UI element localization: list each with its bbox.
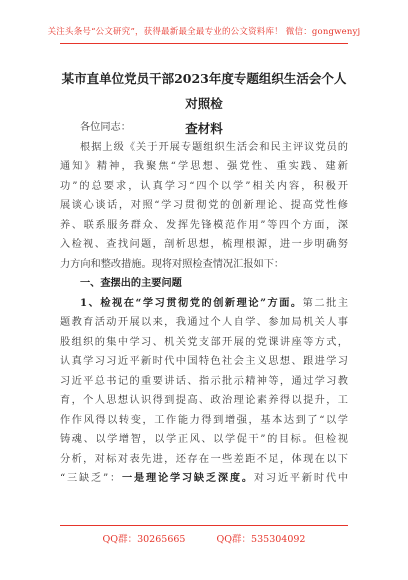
header-divider (60, 43, 348, 44)
item-1-text: 第二批主 (302, 297, 348, 309)
item-1-line: 分析，对标对表先进，还存在一些差距不足，体现在以下 (60, 453, 348, 465)
paragraph-1-line: 养、联系服务群众、发挥先锋模范作用”等四个方面，深 (60, 219, 348, 231)
paragraph-1-line: 展谈心谈话，对照“学习贯彻党的创新理论、提高党性修 (60, 200, 348, 211)
footer-divider (60, 525, 348, 526)
point-one-heading: 一是理论学习缺乏深度。 (121, 472, 254, 484)
last-line-prefix: “三缺乏”： (60, 473, 122, 484)
item-1-line: 铸魂、以学增智，以学正风、以学促干”的目标。但检视 (60, 434, 348, 445)
item-1-line: 股组织的集中学习、机关党支部开展的党课讲座等方式， (60, 336, 348, 348)
item-1-line: 题教育活动开展以来，我通过个人自学、参加局机关人事 (60, 317, 348, 328)
header-banner: 关注头条号“公文研究”，获得最新最全最专业的公文资料库！ 微信：gongwenyj (47, 27, 361, 37)
section-heading: 一、查摆出的主要问题 (80, 277, 182, 289)
footer-contact (0, 531, 408, 545)
item-1-first-line (60, 294, 348, 314)
title-line-1: 某市直单位党员干部2023年度专题组织生活会个人对照检 (61, 71, 347, 111)
paragraph-1-line: 根据上级《关于开展专题组织生活会和民主评议党员的 (80, 141, 348, 153)
item-1-line: 作作风得以转变，工作能力得到增强，基本达到了“以学 (60, 414, 348, 426)
paragraph-1-line: 入检视、查找问题，剖析思想，梳理根源，进一步明确努 (60, 239, 348, 250)
item-1-last-line (60, 469, 348, 489)
paragraph-1-line: 力方向和整改措施。现将对照检查情况汇报如下： (60, 258, 285, 270)
last-line-suffix: 对习近平新时代中 (253, 473, 348, 484)
title-line-2: 查材料 (185, 121, 223, 136)
item-1-line: 习近平总书记的重要讲话、指示批示精神等，通过学习教 (60, 375, 348, 387)
item-1-heading: 1、检视在“学习贯彻党的创新理论”方面。 (80, 296, 303, 309)
salutation: 各位同志： (80, 122, 131, 133)
qq-group-1: QQ群：30265665 (102, 534, 186, 545)
qq-group-2: QQ群：535304092 (216, 534, 306, 545)
item-1-line: 认真学习习近平新时代中国特色社会主义思想、跟进学习 (60, 356, 348, 367)
paragraph-1-line: 通知》精神，我聚焦“学思想、强党性、重实践、建新 (60, 161, 348, 172)
paragraph-1-line: 功”的总要求，认真学习“四个以学”相关内容，积极开 (60, 180, 348, 192)
item-1-line: 育，个人思想认识得到提高、政治理论素养得以提升，工 (60, 395, 348, 406)
document-body (60, 118, 348, 489)
